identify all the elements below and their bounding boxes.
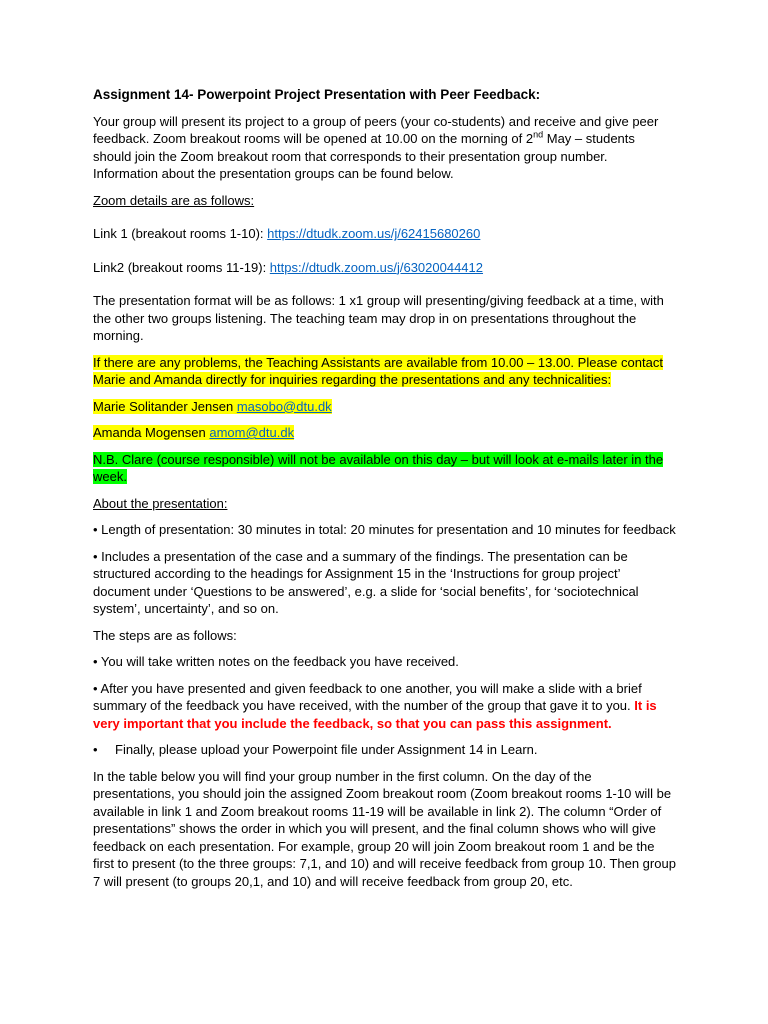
steps-heading: The steps are as follows: <box>93 627 237 643</box>
zoom-heading: Zoom details are as follows: <box>93 192 255 208</box>
table-explanation-paragraph: In the table below you will find your group number in the first column. On the day of the presentations, you should join the assigned Zoom breakout room (Zoom breakout rooms 1-10 will be available in link 1 and Zoom breakout rooms 11-19 will be available in link 2). The column “Order of presentations” shows the order in which you will present, and the final column shows who will give feedback on each presentation. For example, group 20 will join Zoom breakout room 1 and be the first to present (to the three groups: 7,1, and 10) and will receive feedback from group 10. Then group 7 will present (to groups 20,1, and 10) and will receive feedback from group 20, etc. <box>93 768 676 889</box>
contact2-highlight <box>93 425 294 440</box>
step-notes: • You will take written notes on the feedback you have received. <box>93 654 459 669</box>
intro-paragraph <box>93 113 676 183</box>
step-summary <box>93 680 676 733</box>
contact2-line <box>93 424 676 442</box>
contact1-email[interactable]: masobo@dtu.dk <box>236 398 332 414</box>
link2-line <box>93 259 676 277</box>
step-summary-text: • After you have presented and given feedback to one another, you will make a slide with a brief summary of the feedback you have received, with the number of the group that gave it to you. <box>93 680 642 713</box>
date-superscript: nd <box>533 129 544 140</box>
contact1-line <box>93 398 676 416</box>
contact2-name: Amanda Mogensen <box>93 425 210 440</box>
contact2-email[interactable]: amom@dtu.dk <box>209 425 295 440</box>
link1-line <box>93 225 676 243</box>
nb-highlight: N.B. Clare (course responsible) will not be available on this day – but will look at e-mails later in the week. <box>93 451 664 484</box>
about-bullet-includes: • Includes a presentation of the case and a summary of the findings. The presentation can be structured according to the headings for Assignment 15 in the ‘Instructions for group project’ document under ‘Questions to be answered’, e.g. a slide for ‘social benefits’, for ‘sociotechnical system’, uncertainty’, and so on. <box>93 548 639 616</box>
contact1-highlight <box>93 399 332 414</box>
step-upload-bullet: • <box>93 742 98 757</box>
about-bullet-length: • Length of presentation: 30 minutes in total: 20 minutes for presentation and 10 minutes for feedback <box>93 522 676 537</box>
link1-label: Link 1 (breakout rooms 1-10): <box>93 226 268 241</box>
nb-paragraph <box>93 451 676 486</box>
problems-paragraph <box>93 354 676 389</box>
contact1-name: Marie Solitander Jensen <box>93 398 237 414</box>
link2-label: Link2 (breakout rooms 11-19): <box>93 259 270 275</box>
step-upload <box>93 741 676 759</box>
step-summary-emphasis: It is very important that you include the feedback, so that you can pass this assignment. <box>93 698 657 731</box>
intro-text-2: May – students should join the Zoom breakout room that corresponds to their presentation group number. Information about the presentation groups can be found below. <box>93 131 635 181</box>
problems-highlight: If there are any problems, the Teaching Assistants are available from 10.00 – 13.00. Please contact Marie and Amanda directly for inquiries regarding the presentations and any technicalities: <box>93 354 663 387</box>
link1-url[interactable]: https://dtudk.zoom.us/j/62415680260 <box>267 226 481 241</box>
document-title: Assignment 14- Powerpoint Project Presentation with Peer Feedback: <box>93 87 541 102</box>
about-heading: About the presentation: <box>93 495 228 511</box>
link2-url[interactable]: https://dtudk.zoom.us/j/63020044412 <box>269 259 484 275</box>
format-paragraph: The presentation format will be as follows: 1 x1 group will presenting/giving feedback at a time, with the other two groups listening. The teaching team may drop in on presentations throughout the morning. <box>93 293 664 343</box>
step-upload-text: Finally, please upload your Powerpoint file under Assignment 14 in Learn. <box>115 742 538 757</box>
intro-text-1: Your group will present its project to a group of peers (your co-students) and receive and give peer feedback. Zoom breakout rooms will be opened at 10.00 on the morning of 2 <box>93 113 659 146</box>
